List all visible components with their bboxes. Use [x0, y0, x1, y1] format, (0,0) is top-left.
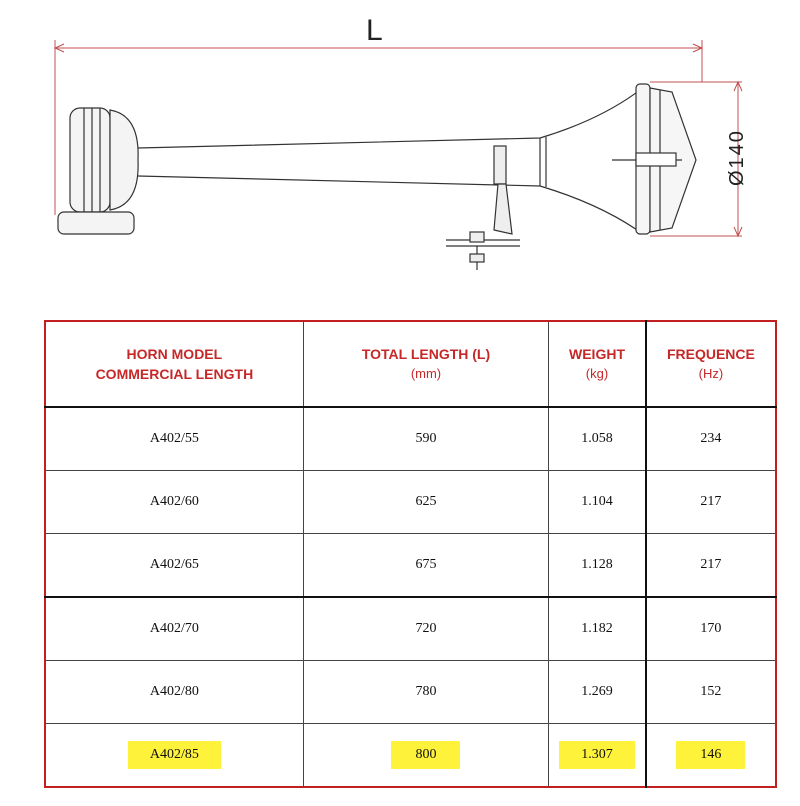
- cell-length: 720: [303, 597, 548, 661]
- cell-length: 625: [303, 471, 548, 534]
- cell-weight: [549, 724, 646, 788]
- cell-length: 780: [303, 661, 548, 724]
- header-frequence: [646, 321, 776, 407]
- length-label: L: [366, 14, 383, 47]
- header-frequence-label: FREQUENCE: [666, 346, 755, 362]
- header-total-length-label: TOTAL LENGTH (L): [361, 346, 491, 362]
- cell-weight: 1.182: [549, 597, 646, 661]
- highlight-mark: 1.307: [559, 741, 635, 769]
- horn-drawing-svg: [0, 0, 800, 290]
- table-row: [45, 661, 776, 724]
- horn-spec-table: [44, 320, 777, 788]
- header-frequence-unit: (Hz): [698, 366, 724, 381]
- table-row: [45, 471, 776, 534]
- table-row-highlighted: [45, 724, 776, 788]
- mounting-bracket: [446, 146, 520, 270]
- cell-weight: 1.104: [549, 471, 646, 534]
- horn-tube: [138, 90, 640, 232]
- cell-frequency: 234: [646, 407, 776, 471]
- cell-model: A402/60: [45, 471, 303, 534]
- header-weight: [549, 321, 646, 407]
- header-horn-model-line1: HORN MODEL: [126, 346, 223, 362]
- cell-frequency: 170: [646, 597, 776, 661]
- cell-model: A402/80: [45, 661, 303, 724]
- cell-weight: 1.128: [549, 534, 646, 598]
- cell-model: [45, 724, 303, 788]
- cell-model: A402/65: [45, 534, 303, 598]
- cell-frequency: [646, 724, 776, 788]
- cell-weight: 1.269: [549, 661, 646, 724]
- cell-length: [303, 724, 548, 788]
- header-total-length-unit: (mm): [410, 366, 442, 381]
- horn-technical-drawing: [0, 0, 800, 290]
- horn-compressor: [58, 108, 138, 234]
- table-row: [45, 597, 776, 661]
- cell-model: A402/70: [45, 597, 303, 661]
- header-weight-unit: (kg): [585, 366, 609, 381]
- cell-frequency: 217: [646, 534, 776, 598]
- horn-bell: [612, 84, 696, 234]
- cell-frequency: 217: [646, 471, 776, 534]
- header-total-length: [303, 321, 548, 407]
- cell-weight: 1.058: [549, 407, 646, 471]
- table-row: [45, 407, 776, 471]
- cell-length: 590: [303, 407, 548, 471]
- highlight-mark: A402/85: [128, 741, 221, 769]
- length-dimension-line: [55, 40, 702, 215]
- table-row: [45, 534, 776, 598]
- cell-model: A402/55: [45, 407, 303, 471]
- highlight-mark: 146: [676, 741, 745, 769]
- header-weight-label: WEIGHT: [569, 346, 625, 362]
- table-header-row: [45, 321, 776, 407]
- cell-frequency: 152: [646, 661, 776, 724]
- diameter-label: Ø140: [726, 129, 748, 186]
- header-horn-model-line2: COMMERCIAL LENGTH: [95, 366, 254, 382]
- cell-length: 675: [303, 534, 548, 598]
- header-horn-model: [45, 321, 303, 407]
- highlight-mark: 800: [391, 741, 460, 769]
